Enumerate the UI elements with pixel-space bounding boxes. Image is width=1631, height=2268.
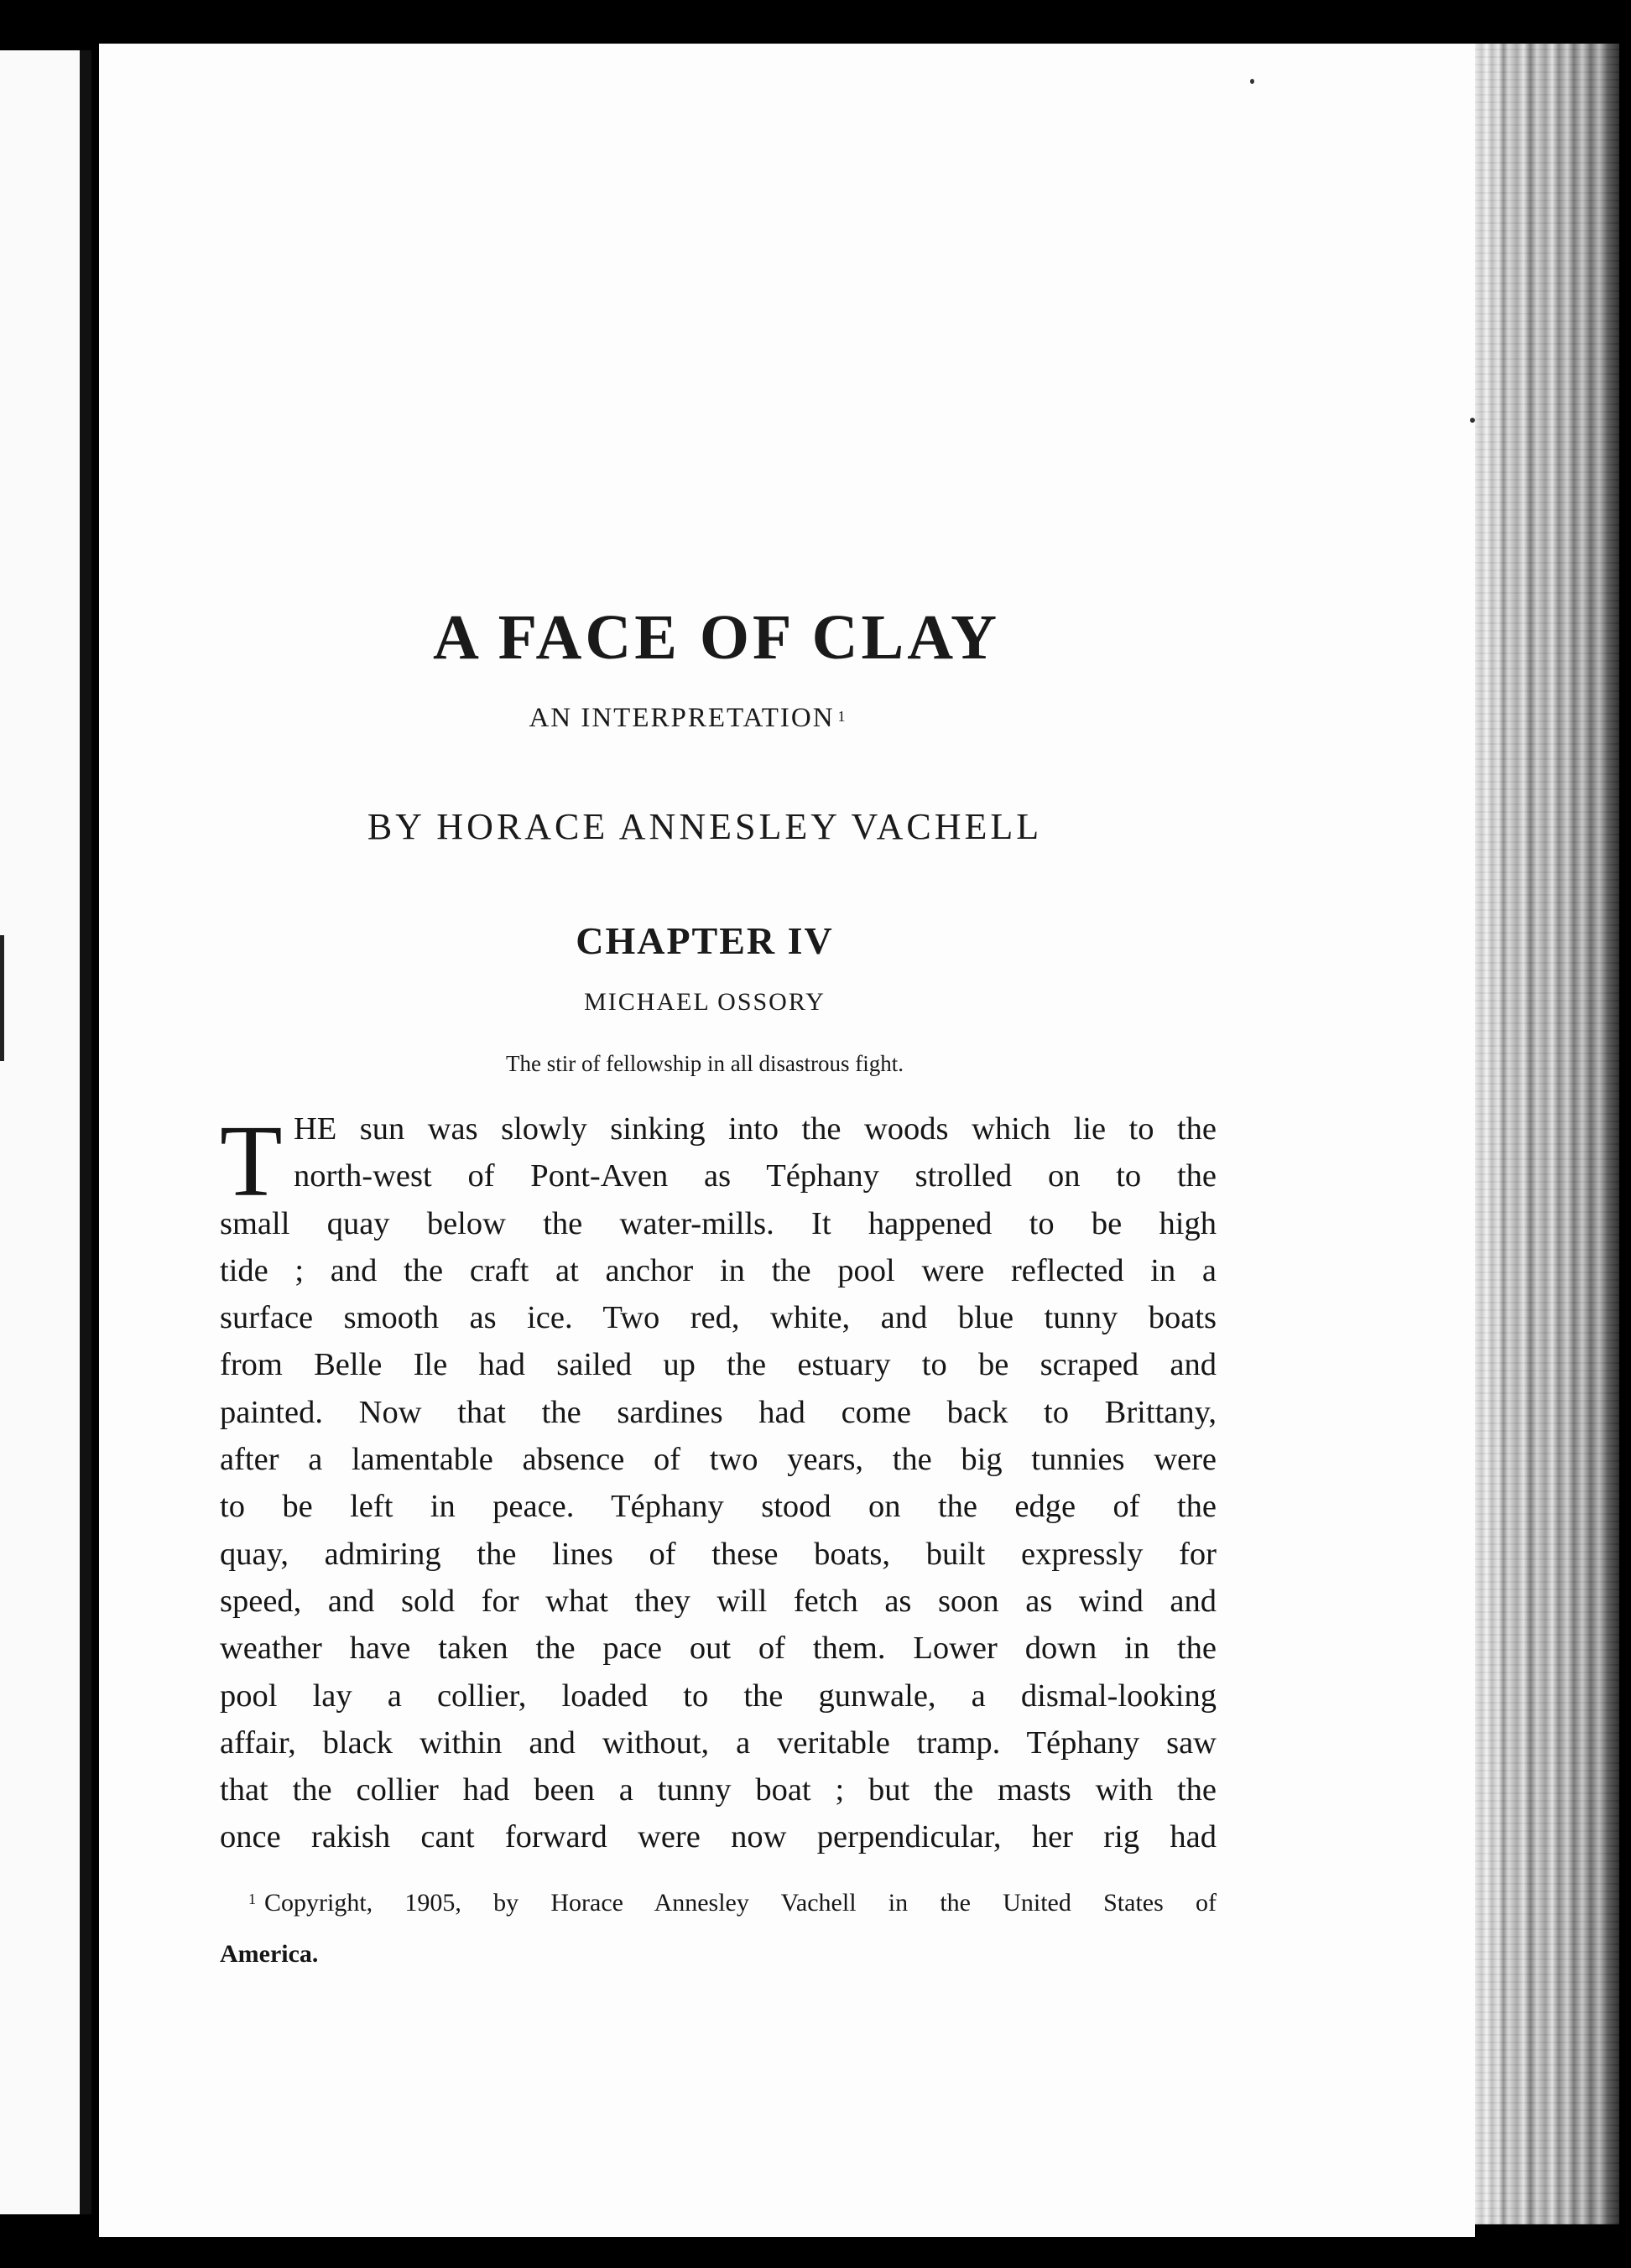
footnote-reference: 1 <box>837 708 847 725</box>
byline: BY HORACE ANNESLEY VACHELL <box>367 806 1043 847</box>
chapter-title: MICHAEL OSSORY <box>584 988 826 1016</box>
body-line: speed, and sold for what they will fetch as soon as wind and <box>220 1583 1217 1619</box>
page-edges <box>1475 44 1619 2224</box>
footnote-text: Copyright, 1905, by Horace Annesley Vachell in the United States of <box>264 1889 1217 1917</box>
chapter-heading: CHAPTER IV <box>576 919 834 962</box>
footnote-line: America. <box>220 1940 319 1968</box>
body-line: painted. Now that the sardines had come back to Brittany, <box>220 1394 1217 1430</box>
article-subtitle <box>453 703 923 734</box>
scan-speck <box>1470 418 1475 423</box>
body-line: HE sun was slowly sinking into the woods which lie to the <box>294 1111 1217 1147</box>
footnote-line <box>220 1879 1217 1930</box>
subtitle-text: AN INTERPRETATION <box>529 703 835 733</box>
body-line: affair, black within and without, a veritable tramp. Téphany saw <box>220 1724 1217 1761</box>
body-line: that the collier had been a tunny boat ; but the masts with the <box>220 1772 1217 1808</box>
footnote-marker: 1 <box>248 1891 256 1907</box>
footnote <box>220 1879 1217 1979</box>
body-line: tide ; and the craft at anchor in the pool were reflected in a <box>220 1252 1217 1288</box>
body-line: north-west of Pont-Aven as Téphany strolled on to the <box>294 1158 1217 1194</box>
body-line: from Belle Ile had sailed up the estuary to be scraped and <box>220 1347 1217 1383</box>
article-title: A FACE OF CLAY <box>432 602 1001 673</box>
body-line: quay, admiring the lines of these boats, built expressly for <box>220 1536 1217 1572</box>
body-line: once rakish cant forward were now perpendicular, her rig had <box>220 1819 1217 1855</box>
body-line: weather have taken the pace out of them. Lower down in the <box>220 1631 1217 1667</box>
scan-speck <box>1250 79 1254 84</box>
epigraph: The stir of fellowship in all disastrous fight. <box>506 1051 904 1076</box>
left-page-edge <box>0 50 91 2214</box>
binding-mark <box>0 935 4 1061</box>
body-line: surface smooth as ice. Two red, white, and blue tunny boats <box>220 1300 1217 1336</box>
body-line: pool lay a collier, loaded to the gunwale, a dismal-looking <box>220 1678 1217 1714</box>
body-line: to be left in peace. Téphany stood on the edge of the <box>220 1489 1217 1525</box>
body-line: after a lamentable absence of two years, the big tunnies were <box>220 1442 1217 1478</box>
drop-cap: T <box>220 1105 283 1218</box>
body-text <box>220 1105 1217 1861</box>
body-line: small quay below the water-mills. It happened to be high <box>220 1205 1217 1241</box>
